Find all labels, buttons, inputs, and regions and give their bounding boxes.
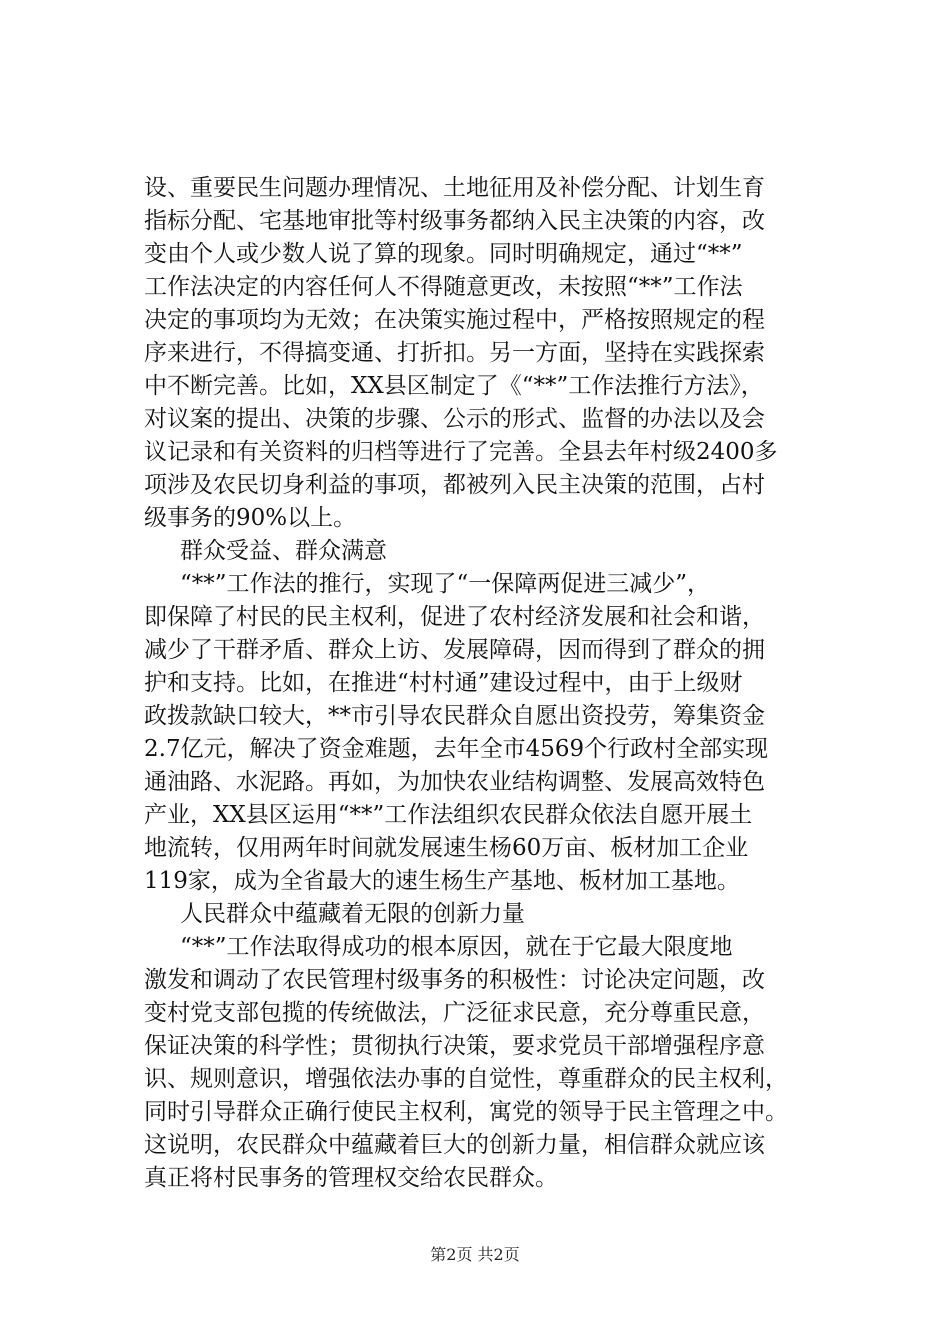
text-line: 即保障了村民的民主权利，促进了农村经济发展和社会和谐， xyxy=(144,604,765,630)
text-line: 工作法决定的内容任何人不得随意更改，未按照“**”工作法 xyxy=(144,274,743,300)
text-line: 119家，成为全省最大的速生杨生产基地、板材加工基地。 xyxy=(144,868,740,894)
text-line: 中不断完善。比如，XX县区制定了《“**”工作法推行方法》， xyxy=(144,373,764,399)
text-line: 对议案的提出、决策的步骤、公示的形式、监督的办法以及会 xyxy=(144,406,765,432)
text-line: 变村党支部包揽的传统做法，广泛征求民意，充分尊重民意， xyxy=(144,1000,765,1026)
text-line: 保证决策的科学性；贯彻执行决策，要求党员干部增强程序意 xyxy=(144,1033,765,1059)
paragraph-3 xyxy=(144,931,834,1195)
text-line: 产业，XX县区运用“**”工作法组织农民群众依法自愿开展土 xyxy=(144,802,753,828)
text-line: 这说明，农民群众中蕴藏着巨大的创新力量，相信群众就应该 xyxy=(144,1132,765,1158)
text-line: 决定的事项均为无效；在决策实施过程中，严格按照规定的程 xyxy=(144,307,765,333)
text-line: 减少了干群矛盾、群众上访、发展障碍，因而得到了群众的拥 xyxy=(144,637,765,663)
text-line: 2.7亿元，解决了资金难题，去年全市4569个行政村全部实现 xyxy=(144,736,769,762)
section-heading-2: 人民群众中蕴藏着无限的创新力量 xyxy=(180,901,525,927)
paragraph-1 xyxy=(144,172,834,535)
text-line: 序来进行，不得搞变通、打折扣。另一方面，坚持在实践探索 xyxy=(144,340,765,366)
page-number-label: 第2页 共2页 xyxy=(430,1245,520,1264)
text-line: 政拨款缺口较大，**市引导农民群众自愿出资投劳，筹集资金 xyxy=(144,703,765,729)
text-line: “**”工作法取得成功的根本原因，就在于它最大限度地 xyxy=(180,934,733,960)
text-line: 地流转，仅用两年时间就发展速生杨60万亩、板材加工企业 xyxy=(144,835,749,861)
text-line: 变由个人或少数人说了算的现象。同时明确规定，通过“**” xyxy=(144,241,743,267)
text-line: 指标分配、宅基地审批等村级事务都纳入民主决策的内容，改 xyxy=(144,208,765,234)
text-line: 同时引导群众正确行使民主权利，寓党的领导于民主管理之中。 xyxy=(144,1099,788,1125)
text-line: 识、规则意识，增强依法办事的自觉性，尊重群众的民主权利， xyxy=(144,1066,788,1092)
document-body xyxy=(144,172,834,1195)
text-line: 议记录和有关资料的归档等进行了完善。全县去年村级2400多 xyxy=(144,439,778,465)
text-line: 激发和调动了农民管理村级事务的积极性：讨论决定问题，改 xyxy=(144,967,765,993)
section-heading-1: 群众受益、群众满意 xyxy=(180,538,387,564)
paragraph-2 xyxy=(144,568,834,898)
text-line: 护和支持。比如，在推进“村村通”建设过程中，由于上级财 xyxy=(144,670,743,696)
text-line: 设、重要民生问题办理情况、土地征用及补偿分配、计划生育 xyxy=(144,175,765,201)
text-line: “**”工作法的推行，实现了“一保障两促进三减少”， xyxy=(180,571,711,597)
text-line: 项涉及农民切身利益的事项，都被列入民主决策的范围，占村 xyxy=(144,472,765,498)
page-footer xyxy=(0,1244,950,1266)
text-line: 级事务的90%以上。 xyxy=(144,505,357,531)
text-line: 真正将村民事务的管理权交给农民群众。 xyxy=(144,1165,558,1191)
text-line: 通油路、水泥路。再如，为加快农业结构调整、发展高效特色 xyxy=(144,769,765,795)
